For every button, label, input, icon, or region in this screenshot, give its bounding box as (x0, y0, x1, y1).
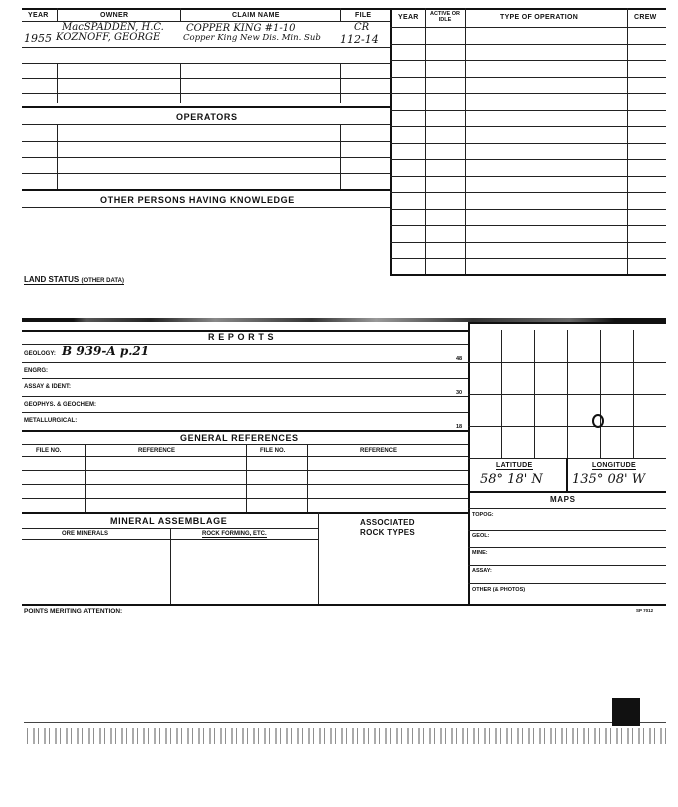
report-num-30: 30 (456, 390, 463, 396)
col-file: FILE (355, 12, 372, 19)
report-num-18: 18 (456, 424, 463, 430)
ops-col-active-idle: ACTIVE OR IDLE (430, 11, 460, 23)
geology-value: B 939-A p.21 (62, 344, 150, 358)
points-meriting-attention: POINTS MERITING ATTENTION: (24, 608, 123, 615)
ref-col-file-no-1: FILE NO. (36, 448, 62, 454)
geophys-label: GEOPHYS. & GEOCHEM: (24, 402, 97, 408)
mine-label: MINE: (472, 550, 488, 556)
ref-col-reference-1: REFERENCE (138, 448, 176, 454)
ref-col-file-no-2: FILE NO. (260, 448, 286, 454)
reports-title: R E P O R T S (208, 332, 275, 342)
geology-label: GEOLOGY: (24, 351, 56, 357)
other-persons-heading: OTHER PERSONS HAVING KNOWLEDGE (100, 195, 295, 205)
owner-entry-1: MacSPADDEN, H.C. (62, 22, 164, 33)
ref-col-reference-2: REFERENCE (360, 448, 398, 454)
longitude-value: 135° 08' W (572, 472, 646, 487)
owner-entry-2: KOZNOFF, GEORGE (56, 32, 161, 43)
ops-col-year: YEAR (398, 14, 419, 21)
longitude-label: LONGITUDE (592, 462, 636, 469)
claim-entry-2: Copper King New Dis. Min. Sub (183, 33, 321, 43)
other-photos-label: OTHER (& PHOTOS) (472, 587, 526, 593)
scan-artifact-noise (24, 728, 666, 744)
file-entry-2: 112-14 (340, 33, 379, 46)
assay-label: ASSAY & IDENT: (24, 384, 72, 390)
year-entry-2: 1955 (24, 32, 52, 45)
scan-artifact-block (612, 698, 640, 726)
geol-label: GEOL: (472, 533, 490, 539)
maps-label: MAPS (550, 495, 576, 504)
engrg-label: ENGRG: (24, 368, 48, 374)
file-entry-1: CR (354, 22, 370, 33)
mineral-title: MINERAL ASSEMBLAGE (110, 516, 228, 526)
operators-heading: OPERATORS (176, 112, 238, 122)
latitude-label: LATITUDE (496, 462, 533, 469)
location-marker (592, 414, 604, 428)
col-owner: OWNER (100, 12, 129, 19)
report-num-48: 48 (456, 356, 463, 362)
land-status-label: LAND STATUS (OTHER DATA) (24, 275, 124, 284)
scan-artifact-bar (24, 722, 666, 723)
col-rock-forming: ROCK FORMING, ETC. (202, 531, 267, 537)
assoc-rock-types-1: ASSOCIATED (360, 518, 415, 527)
col-year: YEAR (28, 12, 49, 19)
col-claim-name: CLAIM NAME (232, 12, 280, 19)
assay-map-label: ASSAY: (472, 568, 492, 574)
form-number: SP 7012 (636, 608, 654, 613)
ops-col-type: TYPE OF OPERATION (500, 14, 579, 21)
topog-label: TOPOG: (472, 512, 494, 518)
general-references-title: GENERAL REFERENCES (180, 433, 299, 443)
metallurgical-label: METALLURGICAL: (24, 418, 78, 424)
claim-entry-1: COPPER KING #1-10 (186, 23, 296, 34)
ops-col-crew: CREW (634, 14, 657, 21)
assoc-rock-types-2: ROCK TYPES (360, 528, 416, 537)
col-ore-minerals: ORE MINERALS (62, 531, 109, 537)
latitude-value: 58° 18' N (480, 472, 543, 487)
